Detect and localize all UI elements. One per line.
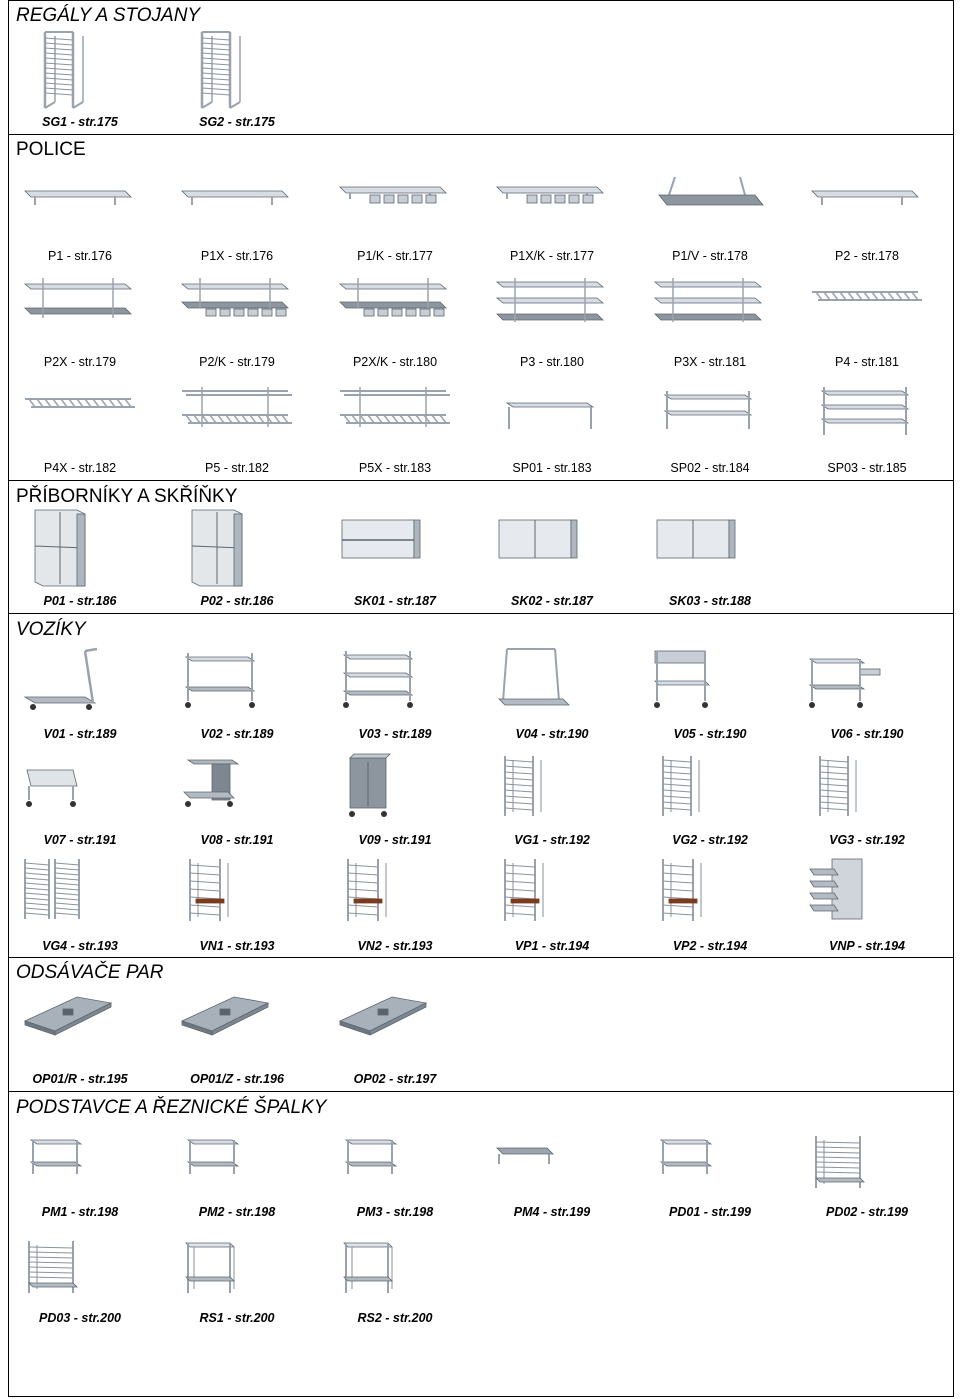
basket-cart-icon: [645, 645, 775, 725]
butcher-block-icon: [330, 1237, 460, 1317]
serving-cart-icon: [802, 645, 932, 725]
item-caption: P5X - str.183: [358, 461, 432, 475]
item-caption: PD01 - str.199: [669, 1205, 751, 1219]
catalog-item: [5, 1132, 155, 1219]
catalog-item: [477, 175, 627, 263]
catalog-item: [320, 985, 470, 1086]
wall-cabinet-icon: [645, 508, 775, 588]
item-caption: P4X - str.182: [43, 461, 117, 475]
catalog-item: [162, 1132, 312, 1219]
tub-cart-icon: [15, 752, 145, 832]
slat-shelf-icon: [802, 278, 932, 358]
catalog-item: [635, 385, 785, 475]
catalog-item: [5, 985, 155, 1086]
item-caption: P2X/K - str.180: [352, 355, 438, 369]
catalog-item: [162, 175, 312, 263]
catalog-item: [5, 278, 155, 369]
item-caption: P3X - str.181: [673, 355, 747, 369]
triple-shelf-icon: [645, 278, 775, 358]
heated-cart-icon: [330, 752, 460, 832]
catalog-item: [320, 508, 470, 608]
item-caption: SP01 - str.183: [512, 461, 592, 475]
item-caption: SK03 - str.188: [669, 594, 751, 608]
tray-rack-icon: [172, 855, 302, 935]
catalog-item: [162, 752, 312, 847]
three-level-table-icon: [802, 385, 932, 465]
two-shelf-cart-icon: [172, 645, 302, 725]
gastro-rack-icon: [645, 752, 775, 832]
wall-shelf-hooks-icon: [487, 175, 617, 255]
catalog-item: [792, 855, 942, 953]
tall-rack-icon: [15, 30, 145, 110]
item-caption: RS2 - str.200: [357, 1311, 433, 1325]
catalog-item: [162, 278, 312, 369]
catalog-item: [477, 1132, 627, 1219]
tray-cart-icon: [172, 752, 302, 832]
tray-rack-icon: [645, 855, 775, 935]
catalog-item: [792, 645, 942, 741]
item-caption: VG3 - str.192: [829, 833, 905, 847]
item-caption: V05 - str.190: [673, 727, 747, 741]
cabinet-icon: [15, 508, 145, 588]
stand-rack-icon: [802, 1132, 932, 1212]
triple-shelf-icon: [487, 278, 617, 358]
item-caption: P5 - str.182: [205, 461, 269, 475]
section-title-police: POLICE: [16, 139, 86, 160]
item-caption: PM4 - str.199: [513, 1205, 591, 1219]
stand-icon: [172, 1132, 302, 1212]
item-caption: SP03 - str.185: [827, 461, 907, 475]
catalog-item: [320, 1237, 470, 1325]
item-caption: VP2 - str.194: [672, 939, 748, 953]
item-caption: SP02 - str.184: [670, 461, 750, 475]
item-caption: V09 - str.191: [358, 833, 432, 847]
item-caption: P1/V - str.178: [672, 249, 748, 263]
catalog-item: [5, 855, 155, 953]
double-shelf-icon: [15, 278, 145, 358]
catalog-item: [320, 1132, 470, 1219]
item-caption: V02 - str.189: [200, 727, 274, 741]
catalog-item: [477, 645, 627, 741]
table-shelf-icon: [487, 385, 617, 465]
item-caption: VN1 - str.193: [199, 939, 275, 953]
item-caption: PM1 - str.198: [41, 1205, 119, 1219]
catalog-item: [5, 752, 155, 847]
section-title-podstavce: PODSTAVCE A ŘEZNICKÉ ŠPALKY: [16, 1097, 327, 1118]
catalog-item: [635, 508, 785, 608]
slat-shelf-icon: [15, 385, 145, 465]
item-caption: V06 - str.190: [830, 727, 904, 741]
two-level-table-icon: [645, 385, 775, 465]
catalog-item: [162, 508, 312, 608]
item-caption: P2X - str.179: [43, 355, 117, 369]
section-title-priborniky: PŘÍBORNÍKY A SKŘÍŇKY: [16, 486, 238, 507]
catalog-item: [320, 385, 470, 475]
tall-rack-icon: [172, 30, 302, 110]
item-caption: PM2 - str.198: [198, 1205, 276, 1219]
item-caption: P2/K - str.179: [199, 355, 275, 369]
catalog-item: [162, 1237, 312, 1325]
catalog-item: [792, 385, 942, 475]
catalog-item: [477, 855, 627, 953]
cabinet-icon: [172, 508, 302, 588]
item-caption: P1X - str.176: [200, 249, 274, 263]
item-caption: RS1 - str.200: [199, 1311, 275, 1325]
catalog-item: [162, 645, 312, 741]
hanger-cart-icon: [487, 645, 617, 725]
item-caption: PD03 - str.200: [39, 1311, 121, 1325]
catalog-item: [792, 175, 942, 263]
item-caption: VG1 - str.192: [514, 833, 590, 847]
item-caption: P1 - str.176: [48, 249, 112, 263]
item-caption: V03 - str.189: [358, 727, 432, 741]
wall-shelf-hooks-icon: [330, 175, 460, 255]
stand-icon: [645, 1132, 775, 1212]
double-shelf-hooks-icon: [330, 278, 460, 358]
catalog-item: [792, 1132, 942, 1219]
item-caption: VG2 - str.192: [672, 833, 748, 847]
catalog-item: [635, 855, 785, 953]
extractor-hood-icon: [172, 985, 302, 1065]
item-caption: P2 - str.178: [835, 249, 899, 263]
catalog-item: [5, 385, 155, 475]
catalog-item: [5, 175, 155, 263]
item-caption: OP02 - str.197: [353, 1072, 437, 1086]
item-caption: P4 - str.181: [835, 355, 899, 369]
catalog-item: [477, 385, 627, 475]
gastro-rack-icon: [802, 752, 932, 832]
item-caption: P02 - str.186: [200, 594, 274, 608]
catalog-item: [5, 645, 155, 741]
item-caption: VG4 - str.193: [42, 939, 118, 953]
catalog-item: [162, 985, 312, 1086]
catalog-item: [320, 855, 470, 953]
extractor-hood-icon: [330, 985, 460, 1065]
catalog-item: [477, 508, 627, 608]
catalog-item: [477, 278, 627, 369]
item-caption: P1/K - str.177: [357, 249, 433, 263]
item-caption: VP1 - str.194: [514, 939, 590, 953]
item-caption: VNP - str.194: [829, 939, 905, 953]
low-stand-icon: [487, 1132, 617, 1212]
item-caption: V08 - str.191: [200, 833, 274, 847]
wall-shelf-icon: [15, 175, 145, 255]
section-title-regaly: REGÁLY A STOJANY: [16, 5, 201, 26]
item-caption: PD02 - str.199: [826, 1205, 908, 1219]
catalog-item: [162, 385, 312, 475]
item-caption: OP01/Z - str.196: [190, 1072, 284, 1086]
catalog-item: [320, 645, 470, 741]
item-caption: V01 - str.189: [43, 727, 117, 741]
catalog-item: [792, 278, 942, 369]
dispenser-rack-icon: [802, 855, 932, 935]
item-caption: V07 - str.191: [43, 833, 117, 847]
item-caption: OP01/R - str.195: [32, 1072, 128, 1086]
hanging-shelf-icon: [645, 175, 775, 255]
double-gastro-rack-icon: [15, 855, 145, 935]
item-caption: VN2 - str.193: [357, 939, 433, 953]
item-caption: PM3 - str.198: [356, 1205, 434, 1219]
catalog-item: [320, 175, 470, 263]
gastro-rack-icon: [487, 752, 617, 832]
catalog-item: [162, 855, 312, 953]
tray-rack-icon: [330, 855, 460, 935]
wall-shelf-icon: [802, 175, 932, 255]
item-caption: SG1 - str.175: [42, 115, 118, 129]
item-caption: P1X/K - str.177: [509, 249, 595, 263]
catalog-item: [792, 752, 942, 847]
stand-icon: [330, 1132, 460, 1212]
catalog-item: [635, 645, 785, 741]
catalog-item: [162, 30, 312, 129]
catalog-item: [320, 752, 470, 847]
item-caption: SK02 - str.187: [511, 594, 593, 608]
item-caption: SG2 - str.175: [199, 115, 275, 129]
section-title-voziky: VOZÍKY: [16, 619, 86, 640]
item-caption: P3 - str.180: [520, 355, 584, 369]
wall-shelf-icon: [172, 175, 302, 255]
item-caption: SK01 - str.187: [354, 594, 436, 608]
item-caption: P01 - str.186: [43, 594, 117, 608]
catalog-item: [5, 30, 155, 129]
stand-icon: [15, 1132, 145, 1212]
butcher-block-icon: [172, 1237, 302, 1317]
three-shelf-cart-icon: [330, 645, 460, 725]
stand-rack-icon: [15, 1237, 145, 1317]
double-slat-shelf-icon: [172, 385, 302, 465]
catalog-item: [5, 508, 155, 608]
double-slat-shelf-icon: [330, 385, 460, 465]
catalog-item: [635, 175, 785, 263]
item-caption: V04 - str.190: [515, 727, 589, 741]
tray-rack-icon: [487, 855, 617, 935]
wall-cabinet-icon: [487, 508, 617, 588]
extractor-hood-icon: [15, 985, 145, 1065]
catalog-item: [635, 752, 785, 847]
catalog-item: [635, 278, 785, 369]
platform-cart-icon: [15, 645, 145, 725]
open-wall-cabinet-icon: [330, 508, 460, 588]
catalog-item: [320, 278, 470, 369]
catalog-item: [477, 752, 627, 847]
catalog-item: [635, 1132, 785, 1219]
double-shelf-hooks-icon: [172, 278, 302, 358]
section-title-odsavace: ODSÁVAČE PAR: [16, 962, 164, 983]
catalog-item: [5, 1237, 155, 1325]
